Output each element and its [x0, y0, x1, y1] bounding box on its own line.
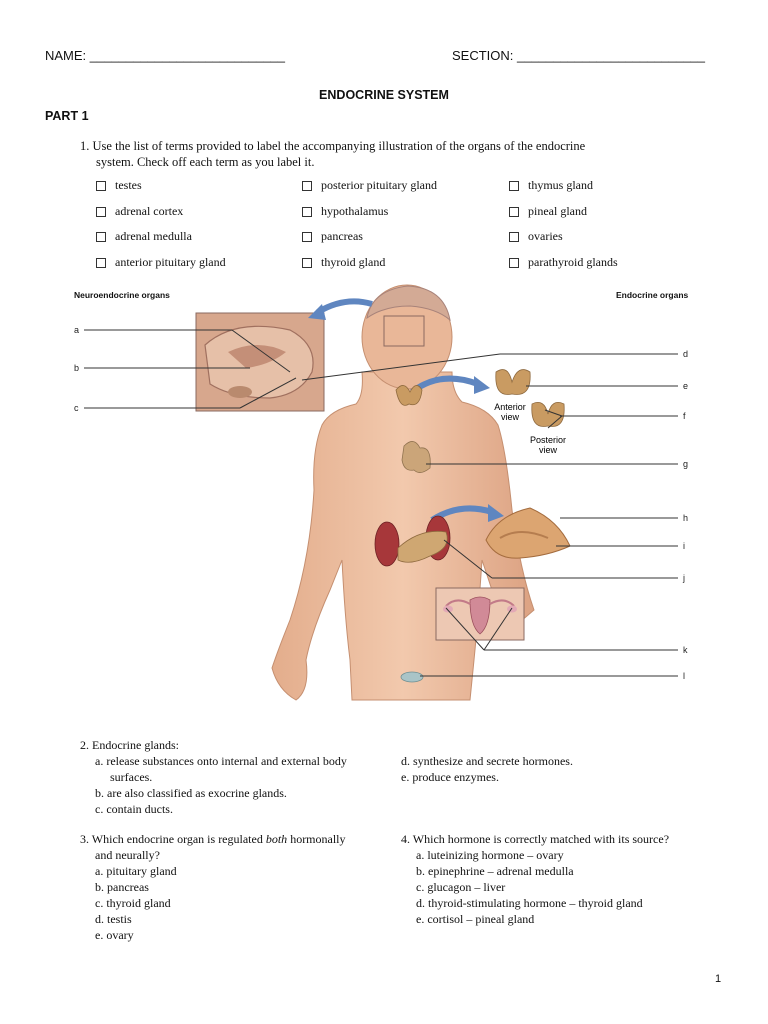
- term-item[interactable]: [509, 204, 587, 219]
- label-k: k: [683, 645, 688, 655]
- question-2-option-d[interactable]: d. synthesize and secrete hormones.: [401, 754, 573, 768]
- label-h: h: [683, 513, 689, 523]
- label-j: j: [683, 573, 685, 583]
- label-e: e: [683, 381, 689, 391]
- checkbox[interactable]: [96, 207, 106, 217]
- label-d: d: [683, 349, 689, 359]
- name-label: NAME:: [45, 48, 87, 63]
- term-label: ovaries: [528, 229, 563, 243]
- question-1-line-2: system. Check off each term as you label it.: [96, 155, 315, 169]
- term-item[interactable]: [302, 255, 385, 270]
- page-title: ENDOCRINE SYSTEM: [319, 88, 449, 102]
- section-field[interactable]: [452, 48, 705, 63]
- term-item[interactable]: [302, 229, 363, 244]
- question-4-stem: 4. Which hormone is correctly matched with its source?: [401, 832, 670, 846]
- term-item[interactable]: [302, 178, 437, 193]
- term-label: adrenal medulla: [115, 229, 192, 243]
- question-4: [401, 831, 721, 927]
- endocrine-illustration: [0, 280, 768, 720]
- term-label: posterior pituitary gland: [321, 178, 437, 192]
- checkbox[interactable]: [509, 181, 519, 191]
- term-item[interactable]: [96, 255, 226, 270]
- name-field[interactable]: [45, 48, 285, 63]
- question-3-option-b[interactable]: b. pancreas: [95, 880, 149, 894]
- label-f: f: [683, 411, 686, 421]
- page-number: 1: [715, 973, 722, 985]
- question-3-option-c[interactable]: c. thyroid gland: [95, 896, 171, 910]
- label-a: a: [74, 325, 80, 335]
- question-4-option-a[interactable]: a. luteinizing hormone – ovary: [416, 848, 564, 862]
- question-2-option-c[interactable]: c. contain ducts.: [95, 802, 173, 816]
- label-i: i: [683, 541, 685, 551]
- part-heading: PART 1: [45, 109, 89, 123]
- question-2-option-a[interactable]: a. release substances onto internal and external body: [95, 754, 347, 768]
- question-2-option-a-continued: surfaces.: [110, 770, 153, 784]
- checkbox[interactable]: [509, 232, 519, 242]
- checkbox[interactable]: [509, 258, 519, 268]
- organ-thyroid-anterior: [496, 370, 530, 395]
- section-blank[interactable]: __________________________: [517, 48, 706, 63]
- term-item[interactable]: [96, 204, 183, 219]
- organ-thyroid-posterior: [532, 402, 564, 426]
- question-2-right-options: [401, 753, 701, 785]
- term-label: thyroid gland: [321, 255, 386, 269]
- question-3-option-e[interactable]: e. ovary: [95, 928, 134, 942]
- label-g: g: [683, 459, 689, 469]
- section-label: SECTION:: [452, 48, 514, 63]
- term-item[interactable]: [509, 229, 563, 244]
- checkbox[interactable]: [96, 258, 106, 268]
- checkbox[interactable]: [509, 207, 519, 217]
- term-label: adrenal cortex: [115, 204, 184, 218]
- checkbox[interactable]: [302, 232, 312, 242]
- term-item[interactable]: [302, 204, 388, 219]
- label-l: l: [683, 671, 685, 681]
- question-1-line-1: 1. Use the list of terms provided to label the accompanying illustration of the organs of the endocrine: [80, 139, 586, 153]
- question-4-option-e[interactable]: e. cortisol – pineal gland: [416, 912, 535, 926]
- question-2-stem: 2. Endocrine glands:: [80, 738, 179, 752]
- term-label: testes: [115, 178, 142, 192]
- question-2-option-b[interactable]: b. are also classified as exocrine glands.: [95, 786, 287, 800]
- label-c: c: [74, 403, 79, 413]
- label-b: b: [74, 363, 80, 373]
- question-1-stem: [80, 138, 585, 170]
- question-4-option-b[interactable]: b. epinephrine – adrenal medulla: [416, 864, 574, 878]
- question-3-option-a[interactable]: a. pituitary gland: [95, 864, 177, 878]
- question-2-option-e[interactable]: e. produce enzymes.: [401, 770, 499, 784]
- term-item[interactable]: [96, 178, 142, 193]
- term-label: parathyroid glands: [528, 255, 618, 269]
- endocrine-caption: Endocrine organs: [616, 290, 689, 300]
- checkbox[interactable]: [302, 181, 312, 191]
- question-4-option-c[interactable]: c. glucagon – liver: [416, 880, 506, 894]
- question-3: [80, 831, 380, 943]
- posterior-view-label: Posterior view: [529, 435, 567, 455]
- anterior-view-label: Anterior view: [494, 402, 526, 422]
- checkbox[interactable]: [96, 181, 106, 191]
- name-blank[interactable]: ___________________________: [89, 48, 286, 63]
- question-4-option-d[interactable]: d. thyroid-stimulating hormone – thyroid gland: [416, 896, 643, 910]
- term-label: anterior pituitary gland: [115, 255, 226, 269]
- organ-ovaries-inset: [436, 588, 524, 640]
- term-item[interactable]: [96, 229, 192, 244]
- question-3-option-d[interactable]: d. testis: [95, 912, 132, 926]
- checkbox[interactable]: [302, 258, 312, 268]
- term-label: hypothalamus: [321, 204, 389, 218]
- term-label: pancreas: [321, 229, 363, 243]
- organ-testes: [401, 672, 423, 682]
- checkbox[interactable]: [302, 207, 312, 217]
- checkbox[interactable]: [96, 232, 106, 242]
- question-3-stem-line-2: and neurally?: [95, 848, 160, 862]
- neuroendocrine-caption: Neuroendocrine organs: [74, 290, 170, 300]
- term-label: thymus gland: [528, 178, 593, 192]
- term-item[interactable]: [509, 178, 593, 193]
- brain-inset: [196, 313, 324, 411]
- term-item[interactable]: [509, 255, 618, 270]
- question-3-stem: 3. Which endocrine organ is regulated both hormonally: [80, 832, 346, 846]
- term-label: pineal gland: [528, 204, 587, 218]
- question-2: [80, 737, 380, 817]
